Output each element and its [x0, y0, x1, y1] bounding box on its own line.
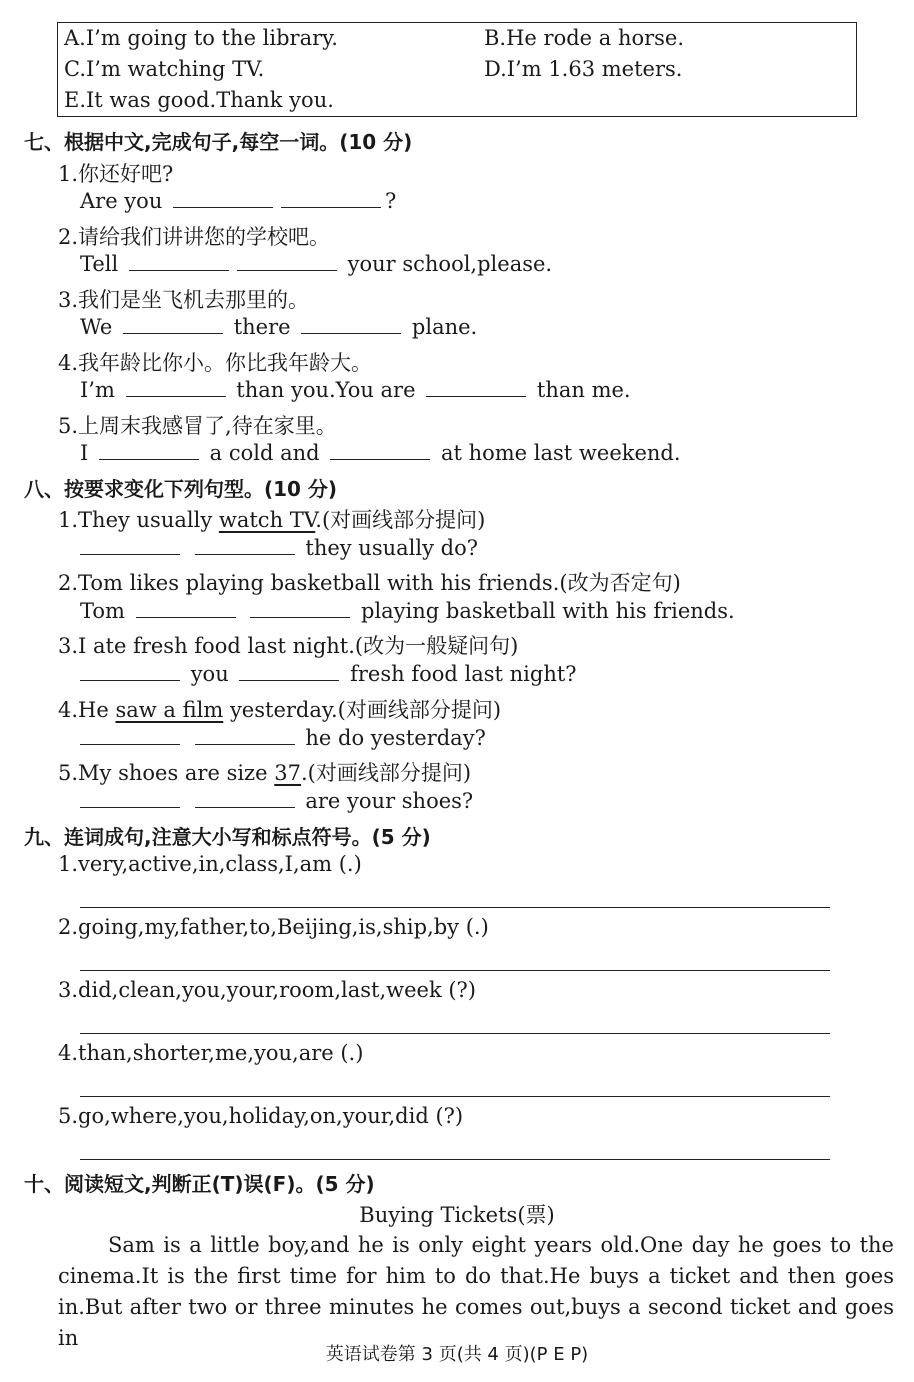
s8-q1-pre: 1.They usually — [58, 508, 213, 532]
s7-q5-answer — [80, 441, 681, 465]
answer-blank[interactable] — [426, 378, 526, 397]
answer-line[interactable] — [80, 907, 830, 908]
section-10-heading: 十、阅读短文,判断正(T)误(F)。(5 分) — [24, 1172, 375, 1196]
s7-q5-text1: I — [80, 441, 89, 465]
answer-line[interactable] — [80, 1096, 830, 1097]
s9-q3: 3.did,clean,you,your,room,last,week (?) — [58, 978, 477, 1002]
answer-blank[interactable] — [80, 789, 180, 808]
answer-blank[interactable] — [80, 536, 180, 555]
answer-blank[interactable] — [281, 189, 381, 208]
option-b: B.He rode a horse. — [484, 26, 685, 50]
s8-q1-post: .(对画线部分提问) — [315, 508, 486, 532]
option-c: C.I’m watching TV. — [64, 57, 265, 81]
s7-q3-text1: We — [80, 315, 113, 339]
answer-blank[interactable] — [237, 252, 337, 271]
s7-q2-chinese: 2.请给我们讲讲您的学校吧。 — [58, 225, 331, 249]
s8-q2-answer-start: Tom — [80, 599, 125, 623]
option-d: D.I’m 1.63 meters. — [484, 57, 683, 81]
s8-q4 — [58, 694, 501, 724]
s8-q1-answer-text: they usually do? — [305, 536, 478, 560]
s7-q3-text3: plane. — [411, 315, 478, 339]
s7-q3-text2: there — [233, 315, 291, 339]
s8-q1 — [58, 504, 485, 534]
s7-q5-text2: a cold and — [209, 441, 320, 465]
s8-q3: 3.I ate fresh food last night.(改为一般疑问句) — [58, 634, 519, 658]
s9-q2: 2.going,my,father,to,Beijing,is,ship,by (.) — [58, 915, 489, 939]
s8-q3-answer-mid: you — [190, 662, 229, 686]
s8-q5-underlined: 37 — [274, 761, 301, 785]
s8-q4-answer-text: he do yesterday? — [305, 726, 486, 750]
answer-line[interactable] — [80, 1033, 830, 1034]
s8-q1-underlined: watch TV — [218, 508, 316, 532]
answer-blank[interactable] — [80, 726, 180, 745]
s9-q4: 4.than,shorter,me,you,are (.) — [58, 1041, 364, 1065]
s7-q2-text3: your school,please. — [347, 252, 553, 276]
option-a: A.I’m going to the library. — [64, 26, 338, 50]
answer-blank[interactable] — [195, 726, 295, 745]
passage-paragraph — [58, 1230, 894, 1354]
s7-q4-text3: than me. — [536, 378, 631, 402]
s8-q2-answer-text: playing basketball with his friends. — [361, 599, 735, 623]
s8-q2-answer — [80, 599, 735, 623]
answer-blank[interactable] — [123, 315, 223, 334]
answer-blank[interactable] — [330, 441, 430, 460]
s7-q5-text3: at home last weekend. — [440, 441, 681, 465]
s8-q5-post: .(对画线部分提问) — [300, 761, 472, 785]
s9-q1: 1.very,active,in,class,I,am (.) — [58, 852, 362, 876]
s7-q4-text1: I’m — [80, 378, 115, 402]
s8-q5 — [58, 757, 471, 787]
answer-blank[interactable] — [195, 536, 295, 555]
answer-blank[interactable] — [99, 441, 199, 460]
answer-blank[interactable] — [239, 662, 339, 681]
answer-blank[interactable] — [301, 315, 401, 334]
answer-blank[interactable] — [126, 378, 226, 397]
s8-q1-answer — [80, 536, 478, 560]
s8-q4-post: yesterday.(对画线部分提问) — [229, 698, 502, 722]
s7-q3-answer — [80, 315, 477, 339]
section-9-heading: 九、连词成句,注意大小写和标点符号。(5 分) — [24, 825, 431, 849]
answer-line[interactable] — [80, 970, 830, 971]
passage-title: Buying Tickets(票) — [359, 1203, 555, 1227]
answer-blank[interactable] — [129, 252, 229, 271]
s7-q2-answer — [80, 252, 552, 276]
s7-q4-chinese: 4.我年龄比你小。你比我年龄大。 — [58, 351, 373, 375]
answer-blank[interactable] — [136, 599, 236, 618]
page-footer: 英语试卷第 3 页(共 4 页)(P E P) — [325, 1344, 589, 1365]
s8-q5-pre: 5.My shoes are size — [58, 761, 268, 785]
s9-q5: 5.go,where,you,holiday,on,your,did (?) — [58, 1104, 464, 1128]
answer-blank[interactable] — [173, 189, 273, 208]
s7-q2-text1: Tell — [80, 252, 119, 276]
section-8-heading: 八、按要求变化下列句型。(10 分) — [24, 477, 338, 501]
passage-text: Sam is a little boy,and he is only eight years old.One day he goes to the cinema.It is the first time for him to do that.He buys a ticket and then goes in.But after two or three minutes he comes out,buys a second ticket and goes in — [58, 1233, 894, 1350]
s8-q2: 2.Tom likes playing basketball with his friends.(改为否定句) — [58, 571, 681, 595]
s7-q4-text2: than you.You are — [236, 378, 416, 402]
s7-q1-answer — [80, 189, 396, 213]
s7-q4-answer — [80, 378, 631, 402]
s7-q1-text3: ? — [385, 189, 397, 213]
option-e: E.It was good.Thank you. — [64, 88, 334, 112]
s8-q4-answer — [80, 726, 486, 750]
answer-blank[interactable] — [250, 599, 350, 618]
s8-q5-answer-text: are your shoes? — [305, 789, 474, 813]
s7-q3-chinese: 3.我们是坐飞机去那里的。 — [58, 288, 310, 312]
answer-line[interactable] — [80, 1159, 830, 1160]
section-7-heading: 七、根据中文,完成句子,每空一词。(10 分) — [24, 130, 413, 154]
s7-q5-chinese: 5.上周末我感冒了,待在家里。 — [58, 414, 337, 438]
s8-q3-answer — [80, 662, 577, 686]
s8-q4-pre: 4.He — [58, 698, 109, 722]
answer-blank[interactable] — [195, 789, 295, 808]
s8-q4-underlined: saw a film — [115, 698, 224, 722]
s7-q1-chinese: 1.你还好吧? — [58, 162, 174, 186]
answer-blank[interactable] — [80, 662, 180, 681]
s8-q3-answer-text: fresh food last night? — [350, 662, 577, 686]
s8-q5-answer — [80, 789, 473, 813]
s7-q1-text1: Are you — [80, 189, 163, 213]
